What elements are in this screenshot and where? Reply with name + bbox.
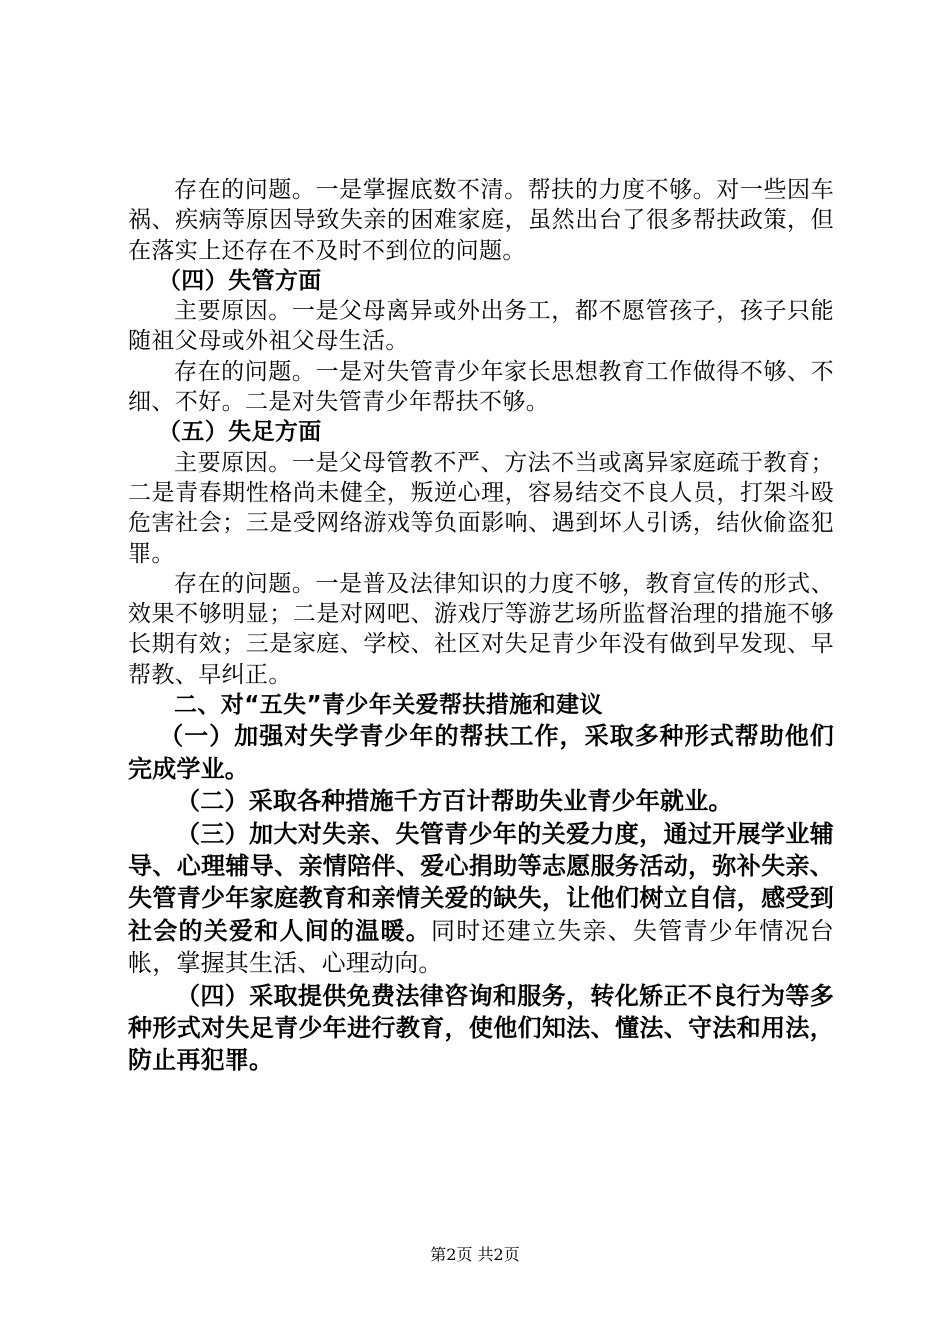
paragraph-shizu-problems: 存在的问题。一是普及法律知识的力度不够，教育宣传的形式、效果不够明显；二是对网吧、游戏厅等游艺场所监督治理的措施不够长期有效；三是家庭、学校、社区对失足青少年没有做到早发现、早帮教、早纠正。 [128,570,834,688]
measure-three-bold: （三）加大对失亲、失管青少年的关爱力度，通过开展学业辅导、心理辅导、亲情陪伴、爱心捐助等志愿服务活动，弥补失亲、失管青少年家庭教育和亲情关爱的缺失，让他们树立自信，感受到社会的关爱和人间的温暖。 [128,819,834,945]
measure-three-normal: 同时还建立失亲、失管青少年情况台帐，掌握其生活、心理动向。 [128,916,835,978]
page-footer: 第2页 共2页 [430,1245,520,1264]
heading-shiguan: （四）失管方面 [157,267,322,294]
heading-shizu: （五）失足方面 [157,419,322,446]
paragraph-shiguan-problems: 存在的问题。一是对失管青少年家长思想教育工作做得不够、不细、不好。二是对失管青少年帮扶不够。 [128,358,834,416]
paragraph-shizu-causes: 主要原因。一是父母管教不严、方法不当或离异家庭疏于教育；二是青春期性格尚未健全，叛逆心理，容易结交不良人员，打架斗殴危害社会；三是受网络游戏等负面影响、遇到坏人引诱，结伙偷盗犯罪。 [128,449,834,567]
document-body [128,175,834,1077]
measure-two: （二）采取各种措施千方百计帮助失业青少年就业。 [176,787,733,816]
paragraph-shiguan-causes: 主要原因。一是父母离异或外出务工，都不愿管孩子，孩子只能随祖父母或外祖父母生活。 [128,298,834,355]
measure-three [128,818,834,980]
measure-four: （四）采取提供免费法律咨询和服务，转化矫正不良行为等多种形式对失足青少年进行教育，使他们知法、懂法、守法和用法，防止再犯罪。 [128,981,834,1075]
measure-one: （一）加强对失学青少年的帮扶工作，采取多种形式帮助他们完成学业。 [128,722,834,783]
heading-section-two: 二、对“五失”青少年关爱帮扶措施和建议 [174,692,603,719]
paragraph-shiqin-problems: 存在的问题。一是掌握底数不清。帮扶的力度不够。对一些因车祸、疾病等原因导致失亲的困难家庭，虽然出台了很多帮扶政策，但在落实上还存在不及时不到位的问题。 [128,177,834,264]
